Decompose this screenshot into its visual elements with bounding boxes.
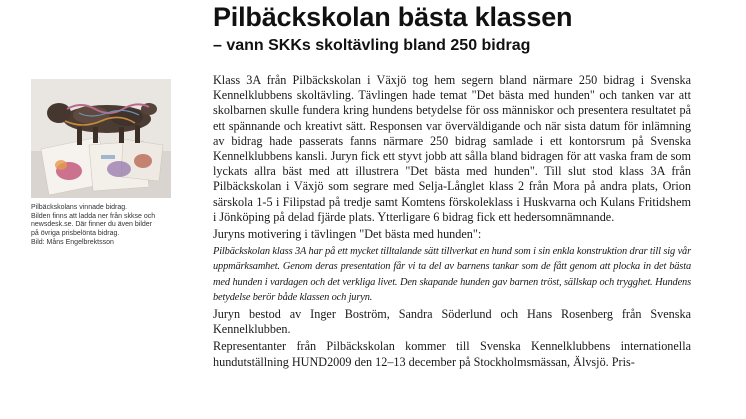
jury-motivation-heading: Juryns motivering i tävlingen "Det bästa med hunden": — [213, 227, 482, 242]
representatives-paragraph: Representanter från Pilbäckskolan kommer till Svenska Kennelklubbens internationella hundutställning HUND2009 den 12–13 december på Stockholmsmässan, Älvsjö. Pris- — [213, 339, 691, 369]
caption-line: Pilbäckskolans vinnade bidrag. — [31, 204, 128, 211]
jury-members-paragraph: Juryn bestod av Inger Boström, Sandra Söderlund och Hans Rosenberg från Svenska Kennelklubben. — [213, 307, 691, 337]
caption-line: newsdesk.se. Där finner du även bilder — [31, 221, 153, 229]
article-title: Pilbäckskolan bästa klassen — [213, 2, 573, 32]
dog-craft-photo-icon — [31, 79, 171, 198]
jury-motivation-quote: Pilbäckskolan klass 3A har på ett mycket tilltalande sätt tillverkat en hund som i sin enkla konstruktion drar till sig vår uppmärksamhet. Genom deras presentation får vi ta del av barnens tankar som de fått genom att plocka in det bästa med hunden i vardagen och det verkliga livet. Den skapande hunden gav barnen tröst, sällskap och trygghet. Hundens betydelse berör både klassen och juryn. — [213, 246, 691, 303]
article-body — [213, 73, 691, 370]
article-paragraph-intro: Klass 3A från Pilbäckskolan i Växjö tog hem segern bland närmare 250 bidrag i Svenska Kennelklubbens skoltävling. Tävlingen hade temat "Det bästa med hunden" och tanken var att skolbarnen skulle fundera kring hundens betydelse för oss människor och presentera resultatet på ett spännande och kreativt sätt. Responsen var överväldigande och när sista datum för inlämning av bidrag hade passerats fanns närmare 250 bidrag samlade i ett kontorsrum på Svenska Kennelklubbens kansli. Juryn fick ett styvt jobb att sålla bland bidragen för att vaska fram de som lyckats allra bäst med att illustrera "Det bästa med hunden". Till slut stod klass 3A från Pilbäckskolan i Växjö som segrare med Selja-Långlet klass 2 från Mora på andra plats, Orion särskola 1-5 i Filipstad på tredje samt Komtens förskoleklass i Huskvarna och Kulans Fritidshem i Jönköping på delad fjärde plats. Ytterligare 6 bidrag fick ett hedersomnämnande. — [213, 73, 691, 224]
caption-line: på övriga prisbelönta bidrag. — [31, 230, 120, 238]
article-subtitle: – vann SKKs skoltävling bland 250 bidrag — [213, 37, 531, 54]
caption-credit: Bild: Måns Engelbrektsson — [31, 238, 114, 246]
caption-line: Bilden finns att ladda ner från skkse och — [31, 212, 156, 220]
photo-caption — [31, 204, 181, 248]
winning-entry-photo — [31, 79, 171, 198]
